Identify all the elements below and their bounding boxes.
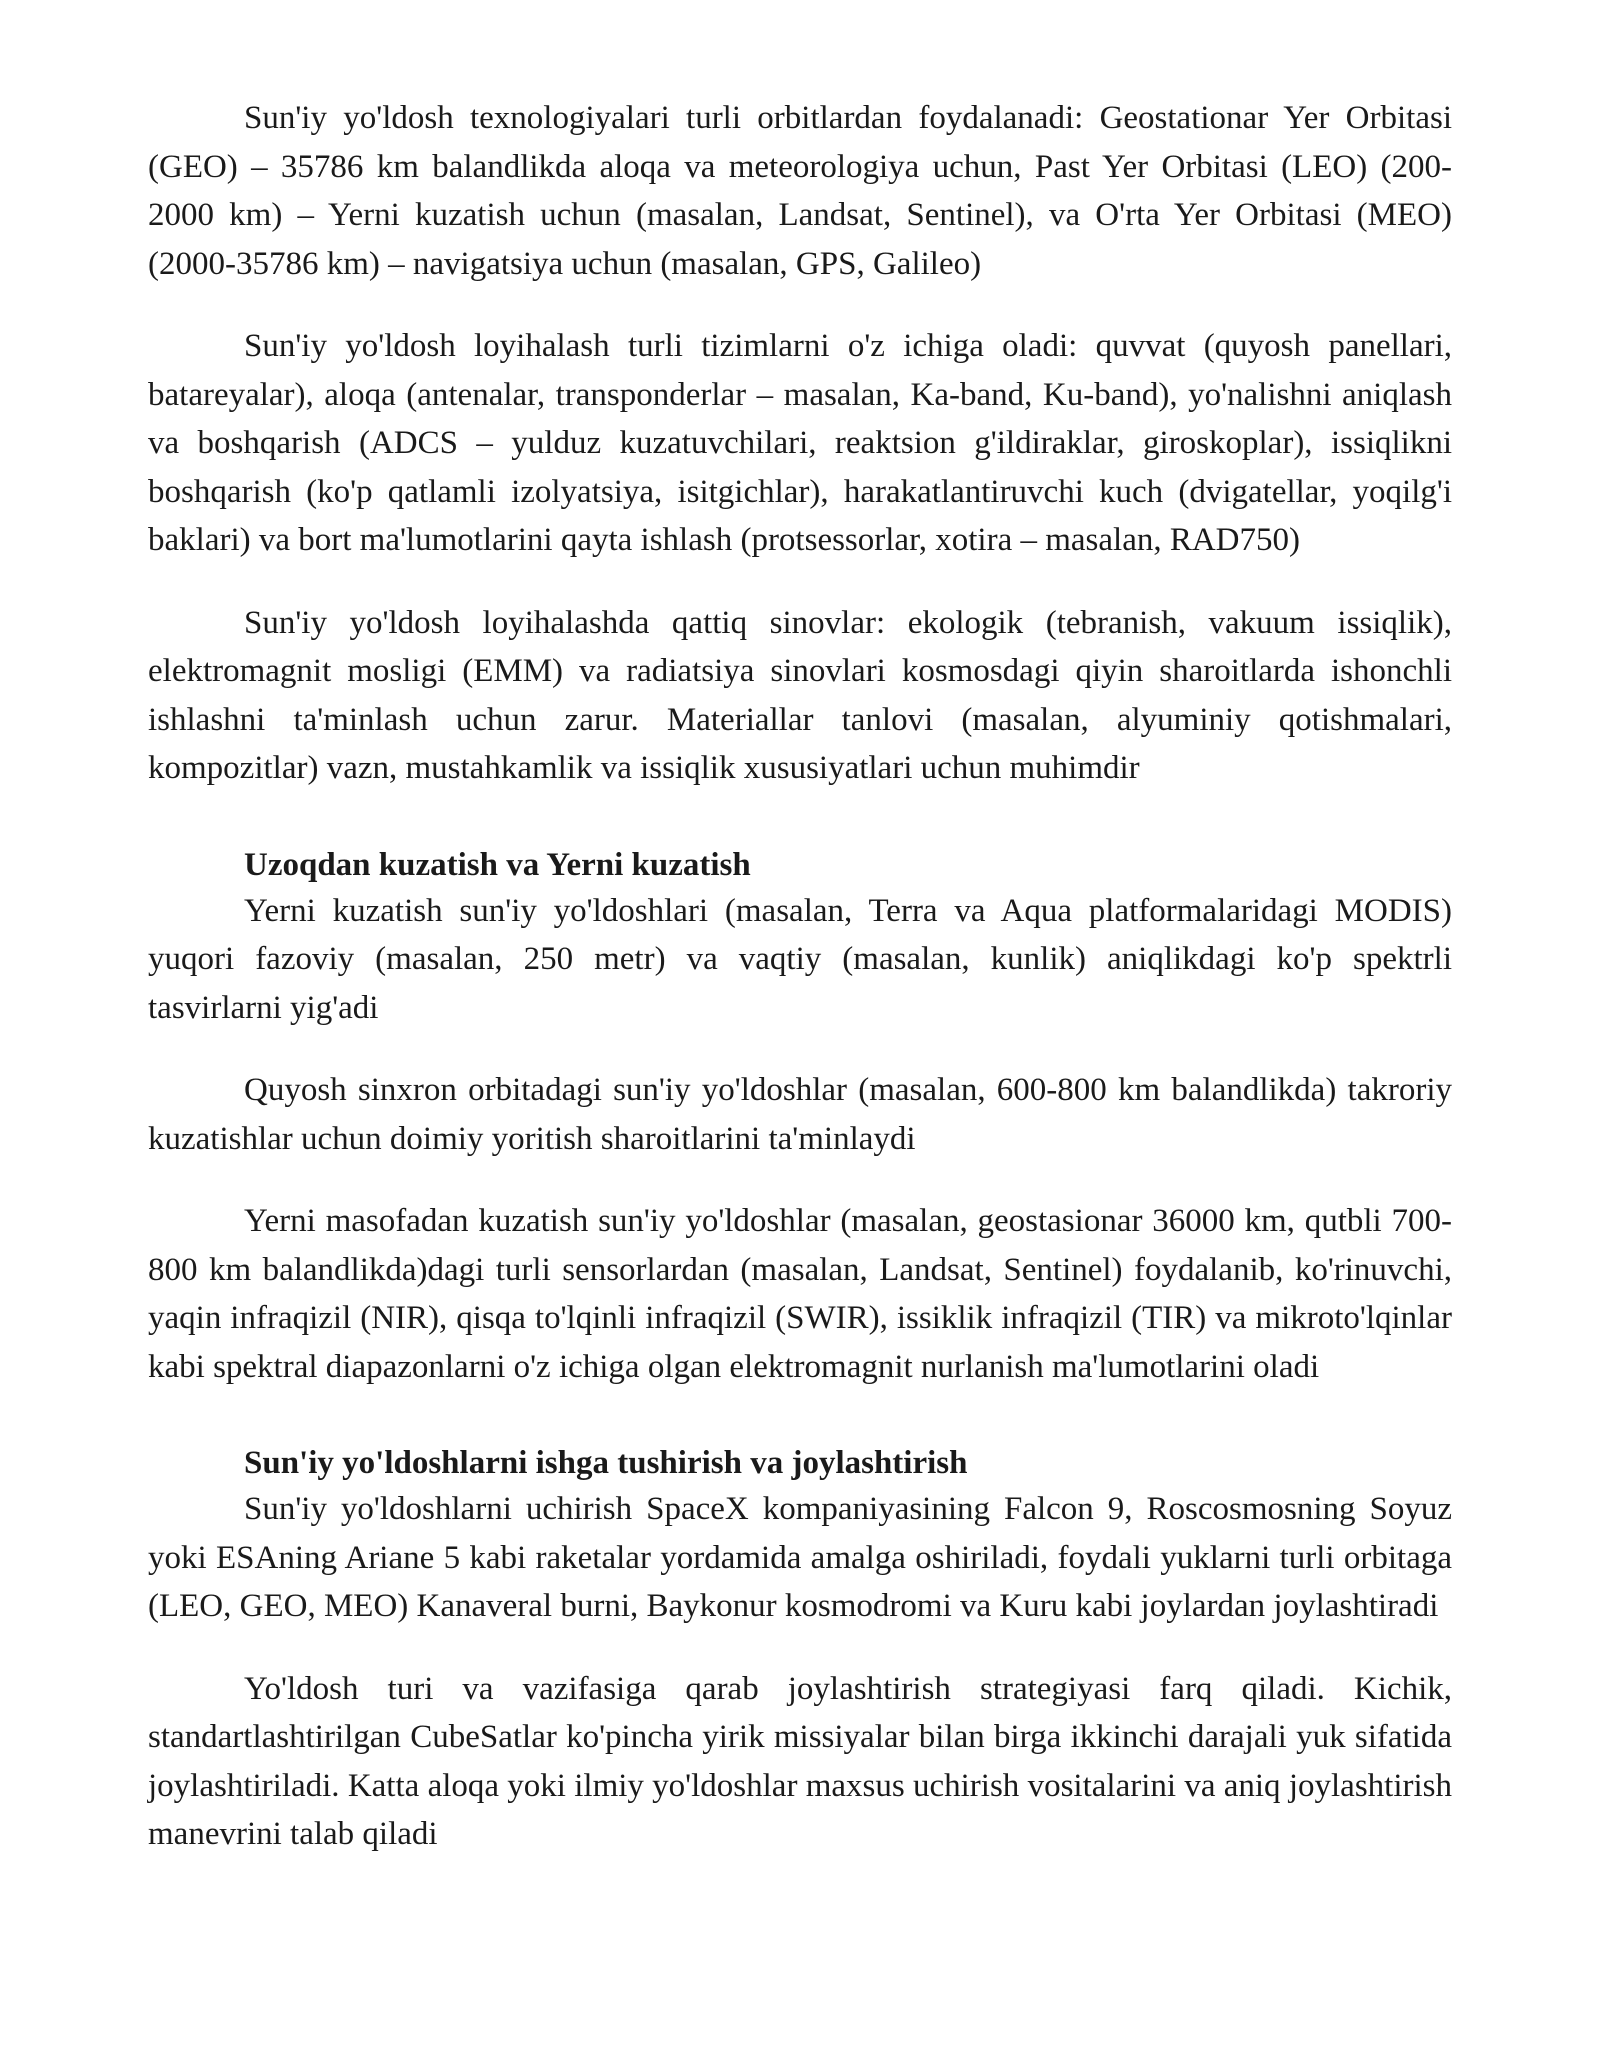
paragraph-earth-observation: Yerni kuzatish sun'iy yo'ldoshlari (masalan, Terra va Aqua platformalaridagi MODIS) yuqori fazoviy (masalan, 250 metr) va vaqtiy (masalan, kunlik) aniqlikdagi ko'p spektrli tasvirlarni yig'adi [148,892,1452,1026]
paragraph-orbits: Sun'iy yo'ldosh texnologiyalari turli orbitlardan foydalanadi: Geostationar Yer Orbitasi (GEO) – 35786 km balandlikda aloqa va meteorologiya uchun, Past Yer Orbitasi (LEO) (200-2000 km) – Yerni kuzatish uchun (masalan, Landsat, Sentinel), va O'rta Yer Orbitasi (MEO) (2000-35786 km) – navigatsiya uchun (masalan, GPS, Galileo) [148,100,1452,282]
section-heading-remote-sensing: Uzoqdan kuzatish va Yerni kuzatish [244,846,751,883]
section-heading-launch: Sun'iy yo'ldoshlarni ishga tushirish va joylashtirish [244,1445,968,1481]
paragraph-satellite-testing: Sun'iy yo'ldosh loyihalashda qattiq sinovlar: ekologik (tebranish, vakuum issiqlik), elektromagnit mosligi (EMM) va radiatsiya sinovlari kosmosdagi qiyin sharoitlarda ishonchli ishlashni ta'minlash uchun zarur. Materiallar tanlovi (masalan, alyuminiy qotishmalari, kompozitlar) vazn, mustahkamlik va issiqlik xususiyatlari uchun muhimdir [148,604,1452,786]
paragraph-launch-vehicles: Sun'iy yo'ldoshlarni uchirish SpaceX kompaniyasining Falcon 9, Roscosmosning Soyuz yoki ESAning Ariane 5 kabi raketalar yordamida amalga oshiriladi, foydali yuklarni turli orbitaga (LEO, GEO, MEO) Kanaveral burni, Baykonur kosmodromi va Kuru kabi joylardan joylashtiradi [148,1491,1452,1624]
paragraph-satellite-design: Sun'iy yo'ldosh loyihalash turli tizimlarni o'z ichiga oladi: quvvat (quyosh panellari, batareyalar), aloqa (antenalar, transponderlar – masalan, Ka-band, Ku-band), yo'nalishni aniqlash va boshqarish (ADCS – yulduz kuzatuvchilari, reaktsion g'ildiraklar, giroskoplar), issiqlikni boshqarish (ko'p qatlamli izolyatsiya, isitgichlar), harakatlantiruvchi kuch (dvigatellar, yoqilg'i baklari) va bort ma'lumotlarini qayta ishlash (protsessorlar, xotira – masalan, RAD750) [148,328,1452,558]
paragraph-sun-synchronous: Quyosh sinxron orbitadagi sun'iy yo'ldoshlar (masalan, 600-800 km balandlikda) takroriy kuzatishlar uchun doimiy yoritish sharoitlarini ta'minlaydi [148,1072,1452,1157]
paragraph-deployment-strategy: Yo'ldosh turi va vazifasiga qarab joylashtirish strategiyasi farq qiladi. Kichik, standartlashtirilgan CubeSatlar ko'pincha yirik missiyalar bilan birga ikkinchi darajali yuk sifatida joylashtiriladi. Katta aloqa yoki ilmiy yo'ldoshlar maxsus uchirish vositalarini va aniq joylashtirish manevrini talab qiladi [148,1670,1452,1852]
paragraph-remote-sensors: Yerni masofadan kuzatish sun'iy yo'ldoshlar (masalan, geostasionar 36000 km, qutbli 700-800 km balandlikda)dagi turli sensorlardan (masalan, Landsat, Sentinel) foydalanib, ko'rinuvchi, yaqin infraqizil (NIR), qisqa to'lqinli infraqizil (SWIR), issiklik infraqizil (TIR) va mikroto'lqinlar kabi spektral diapazonlarni o'z ichiga olgan elektromagnit nurlanish ma'lumotlarini oladi [148,1203,1452,1385]
document-page [148,94,1452,1893]
